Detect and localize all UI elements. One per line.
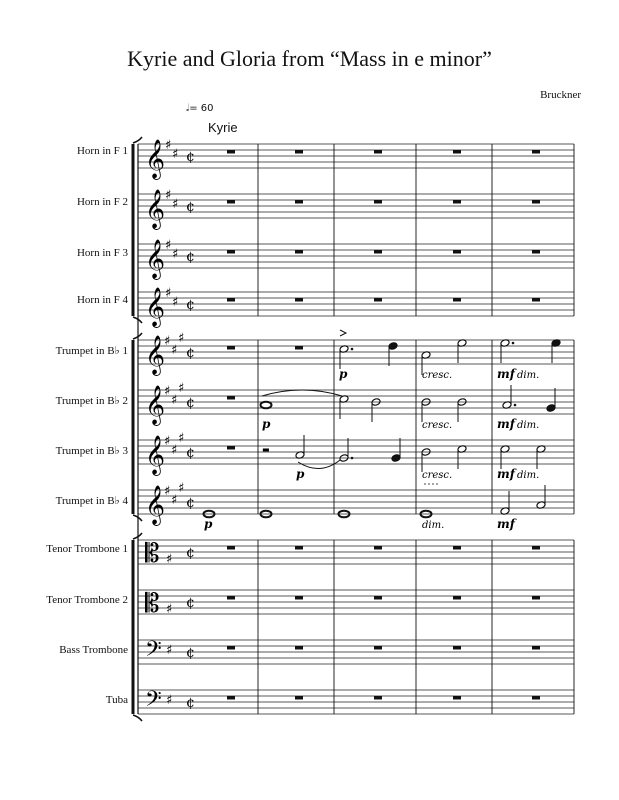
cut-time-icon: ¢ [186, 445, 195, 461]
sharp-icon: ♯ [166, 602, 173, 617]
whole-rest [227, 696, 235, 700]
dynamic-p-trumpet-2: p [262, 417, 271, 431]
sharp-icon: ♯ [172, 147, 179, 162]
instrument-label-horn-1: Horn in F 1 [76, 145, 128, 157]
cut-time-icon: ¢ [186, 249, 195, 265]
sharp-icon: ♯ [172, 295, 179, 310]
sharp-icon: ♯ [165, 238, 172, 253]
sharp-icon: ♯ [172, 247, 179, 262]
dynamic-dim-trumpet-1: dim. [517, 370, 540, 381]
whole-rest [532, 200, 540, 204]
clef-icon: 𝄞 [145, 435, 166, 475]
dynamic-dim-trumpet-4: dim. [422, 520, 445, 531]
instrument-label-horn-2: Horn in F 2 [76, 196, 128, 208]
sharp-icon: ♯ [165, 188, 172, 203]
whole-rest [532, 298, 540, 302]
clef-icon: 𝄢 [145, 637, 162, 667]
clef-icon: 𝄞 [145, 189, 166, 229]
half-rest: ▬ [262, 445, 270, 454]
bracket-hook-top [133, 137, 142, 143]
dynamic-cresc-trumpet-1: cresc. [422, 370, 453, 381]
whole-rest [532, 646, 540, 650]
whole-rest [532, 150, 540, 154]
whole-rest [295, 250, 303, 254]
cut-time-icon: ¢ [186, 149, 195, 165]
sharp-icon: ♯ [164, 334, 171, 349]
whole-rest [227, 200, 235, 204]
clef-icon: 𝄞 [145, 335, 166, 375]
cut-time-icon: ¢ [186, 297, 195, 313]
cut-time-icon: ¢ [186, 545, 195, 561]
whole-rest [374, 298, 382, 302]
whole-rest [295, 696, 303, 700]
sharp-icon: ♯ [171, 443, 178, 458]
whole-rest [374, 546, 382, 550]
quarter-note [391, 454, 401, 463]
clef-icon: 𝄞 [145, 385, 166, 425]
sharp-icon: ♯ [178, 481, 185, 496]
clef-icon: 𝄞 [145, 485, 166, 525]
cut-time-icon: ¢ [186, 645, 195, 661]
cut-time-icon: ¢ [186, 695, 195, 711]
dynamic-p-trumpet-4: p [204, 517, 213, 531]
whole-note [261, 402, 272, 409]
augmentation-dot [351, 457, 354, 460]
cut-time-icon: ¢ [186, 595, 195, 611]
quarter-note [388, 342, 398, 351]
section-label: Kyrie [208, 120, 238, 135]
dynamic-mf-trumpet-1: mf [497, 367, 515, 381]
bracket-hook-bottom [133, 715, 142, 721]
instrument-label-tenor-trombone-2: Tenor Trombone 2 [46, 594, 128, 606]
whole-rest [227, 250, 235, 254]
instrument-label-bass-trombone: Bass Trombone [59, 644, 128, 656]
half-note-icon: 𝅗𝅥 [186, 103, 190, 114]
sharp-icon: ♯ [166, 643, 173, 658]
clef-icon: 𝄞 [145, 287, 166, 327]
clef-icon: 𝄞 [145, 139, 166, 179]
cut-time-icon: ¢ [186, 199, 195, 215]
clef-icon: 𝄢 [145, 687, 162, 717]
whole-rest [227, 150, 235, 154]
clefs-and-signatures [145, 138, 195, 717]
whole-rest [227, 446, 235, 450]
dynamic-cresc-trumpet-2: cresc. [422, 420, 453, 431]
whole-rest [227, 596, 235, 600]
whole-rest [453, 150, 461, 154]
instrument-label-horn-4: Horn in F 4 [76, 294, 128, 306]
whole-rest [295, 150, 303, 154]
whole-rest [532, 596, 540, 600]
whole-rest [453, 546, 461, 550]
composer-name: Bruckner [540, 89, 581, 101]
whole-rest [453, 298, 461, 302]
sharp-icon: ♯ [166, 693, 173, 708]
whole-rest [295, 596, 303, 600]
whole-rest [374, 150, 382, 154]
dynamic-dim-trumpet-3: dim. [517, 470, 540, 481]
whole-rest [295, 646, 303, 650]
clef-icon: 𝄞 [145, 239, 166, 279]
whole-rest [374, 250, 382, 254]
instrument-label-tenor-trombone-1: Tenor Trombone 1 [46, 543, 128, 555]
dynamic-p-trumpet-1: p [339, 367, 348, 381]
sharp-icon: ♯ [178, 431, 185, 446]
sharp-icon: ♯ [171, 493, 178, 508]
dynamic-p-trumpet-3: p [296, 467, 305, 481]
whole-rest [295, 346, 303, 350]
score-title: Kyrie and Gloria from “Mass in e minor” [127, 46, 492, 71]
cut-time-icon: ¢ [186, 395, 195, 411]
dynamic-mf-trumpet-4: mf [497, 517, 515, 531]
accent-mark [340, 330, 346, 336]
dynamic-mf-trumpet-3: mf [497, 467, 515, 481]
sharp-icon: ♯ [171, 343, 178, 358]
tie [262, 390, 342, 396]
whole-rest [227, 646, 235, 650]
sharp-icon: ♯ [172, 197, 179, 212]
dynamic-mf-trumpet-2: mf [497, 417, 515, 431]
sharp-icon: ♯ [165, 138, 172, 153]
rests [227, 150, 540, 700]
quarter-note [546, 404, 556, 413]
sharp-icon: ♯ [164, 484, 171, 499]
whole-rest [453, 596, 461, 600]
cut-time-icon: ¢ [186, 495, 195, 511]
whole-rest [374, 696, 382, 700]
tempo-value: = 60 [189, 103, 214, 114]
whole-rest [532, 250, 540, 254]
sharp-icon: ♯ [178, 331, 185, 346]
augmentation-dot [512, 342, 515, 345]
whole-rest [227, 346, 235, 350]
sharp-icon: ♯ [178, 381, 185, 396]
whole-rest [227, 546, 235, 550]
whole-rest [532, 696, 540, 700]
augmentation-dot [514, 404, 517, 407]
whole-rest [532, 546, 540, 550]
sharp-icon: ♯ [165, 286, 172, 301]
whole-rest [295, 200, 303, 204]
clef-icon: 𝄡 [145, 589, 160, 619]
instrument-label-trumpet-3: Trumpet in B♭ 3 [55, 445, 128, 457]
whole-rest [453, 696, 461, 700]
whole-rest [295, 298, 303, 302]
whole-rest [227, 298, 235, 302]
whole-rest [453, 646, 461, 650]
sharp-icon: ♯ [164, 384, 171, 399]
instrument-label-trumpet-1: Trumpet in B♭ 1 [55, 345, 128, 357]
sharp-icon: ♯ [166, 552, 173, 567]
sharp-icon: ♯ [171, 393, 178, 408]
dynamic-dim-trumpet-2: dim. [517, 420, 540, 431]
sharp-icon: ♯ [164, 434, 171, 449]
dynamic-cresc-trumpet-3: cresc. [422, 470, 453, 481]
whole-rest [227, 396, 235, 400]
instrument-label-tuba: Tuba [105, 694, 128, 706]
augmentation-dot [351, 348, 354, 351]
whole-rest [295, 546, 303, 550]
whole-rest [453, 250, 461, 254]
whole-rest [374, 646, 382, 650]
whole-rest [374, 596, 382, 600]
instrument-label-trumpet-2: Trumpet in B♭ 2 [55, 395, 128, 407]
whole-rest [374, 200, 382, 204]
instrument-label-horn-3: Horn in F 3 [76, 247, 128, 259]
clef-icon: 𝄡 [145, 539, 160, 569]
cut-time-icon: ¢ [186, 345, 195, 361]
whole-rest [453, 200, 461, 204]
instrument-label-trumpet-4: Trumpet in B♭ 4 [55, 495, 128, 507]
